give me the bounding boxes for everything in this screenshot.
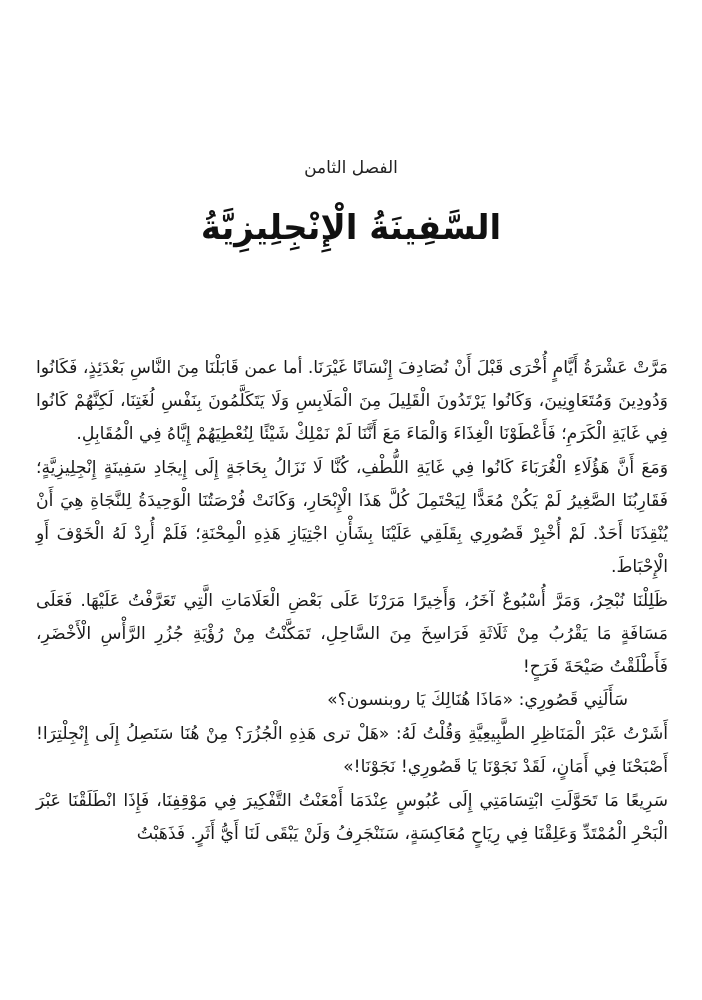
paragraph-4-dialogue: سَأَلَنِي قَصُورِي: «مَاذَا هُنَالِكَ يَا روبنسون؟» [327, 690, 628, 711]
chapter-title: السَّفِينَةُ الْإِنْجِلِيزِيَّةُ [200, 208, 502, 248]
chapter-label: الفصل الثامن [304, 158, 398, 178]
body-text [36, 352, 668, 851]
paragraph-1: مَرَّتْ عَشْرَةُ أَيَّامٍ أُخْرَى قَبْلَ أَنْ نُصَادِفَ إِنْسَانًا غَيْرَنَا. أما عمن قَابَلْنَا مِنَ النَّاسِ بَعْدَئِذٍ، فَكَانُوا وَدُودِينَ وَمُتَعَاوِنِينَ، وَكَانُوا يَرْتَدُونَ الْقَلِيلَ مِنَ الْمَلَابِسِ وَلَا يَتَكَلَّمُونَ بِنَفْسِ لُغَتِنَا، لَكِنَّهُمْ كَانُوا فِي غَايَةِ الْكَرَمِ؛ فَأَعْطَوْنَا الْغِذَاءَ وَالْمَاءَ مَعَ أَنَّنَا لَمْ نَمْلِكْ شَيْئًا لِنُعْطِيَهُمْ إِيَّاهُ فِي الْمُقَابِلِ. [36, 358, 668, 445]
paragraph-6: سَرِيعًا مَا تَحَوَّلَتِ ابْتِسَامَتِي إِلَى عُبُوسٍ عِنْدَمَا أَمْعَنْتُ التَّفْكِيرَ فِي مَوْقِفِنَا، فَإِذَا انْطَلَقْنَا عَبْرَ الْبَحْرِ الْمُمْتَدِّ وَعَلِقْنَا فِي رِيَاحٍ مُعَاكِسَةٍ، سَنَنْجَرِفُ وَلَنْ يَبْقَى لَنَا أَيُّ أَثَرٍ. فَذَهَبْتُ [36, 790, 668, 844]
paragraph-5: أَشَرْتُ عَبْرَ الْمَنَاظِرِ الطَّبِيعِيَّةِ وَقُلْتُ لَهُ: «هَلْ ترى هَذِهِ الْجُزُرَ؟ مِنْ هُنَا سَنَصِلُ إِلَى إِنْجِلْتِرَا! أَصْبَحْنَا فِي أَمَانٍ، لَقَدْ نَجَوْنَا يَا قَصُورِي! نَجَوْنَا!» [36, 724, 668, 778]
paragraph-3: ظَلِلْنَا نُبْحِرُ، وَمَرَّ أُسْبُوعٌ آخَرُ، وَأَخِيرًا مَرَرْنَا عَلَى بَعْضِ الْعَلَامَاتِ الَّتِي تَعَرَّفْتُ عَلَيْهَا. فَعَلَى مَسَافَةٍ مَا يَقْرُبُ مِنْ ثَلَاثَةِ فَرَاسِخَ مِنَ السَّاحِلِ، تَمَكَّنْتُ مِنْ رُؤْيَةِ جُزُرِ الرَّأْسِ الْأَخْضَرِ، فَأَطْلَقْتُ صَيْحَةَ فَرَحٍ! [36, 590, 668, 677]
paragraph-2: وَمَعَ أَنَّ هَؤُلَاءِ الْغُرَبَاءَ كَانُوا فِي غَايَةِ اللُّطْفِ، كُنَّا لَا نَزَالُ بِحَاجَةٍ إِلَى إِيجَادِ سَفِينَةٍ إِنْجِلِيزِيَّةٍ؛ فَقَارِبُنَا الصَّغِيرُ لَمْ يَكُنْ مُعَدًّا لِيَحْتَمِلَ كُلَّ هَذَا الْإِبْحَارِ، وَكَانَتْ فُرْصَتُنَا الْوَحِيدَةُ لِلنَّجَاةِ هِيَ أَنْ يُنْقِذَنَا أَحَدٌ. لَمْ أُخْبِرْ قَصُورِي بِقَلَقِي عَلَيْنَا بِشَأْنِ اجْتِيَازِ هَذِهِ الْمِحْنَةِ؛ فَلَمْ أُرِدْ لَهُ الْخَوْفَ أَوِ الْإِحْبَاطَ. [36, 457, 668, 578]
